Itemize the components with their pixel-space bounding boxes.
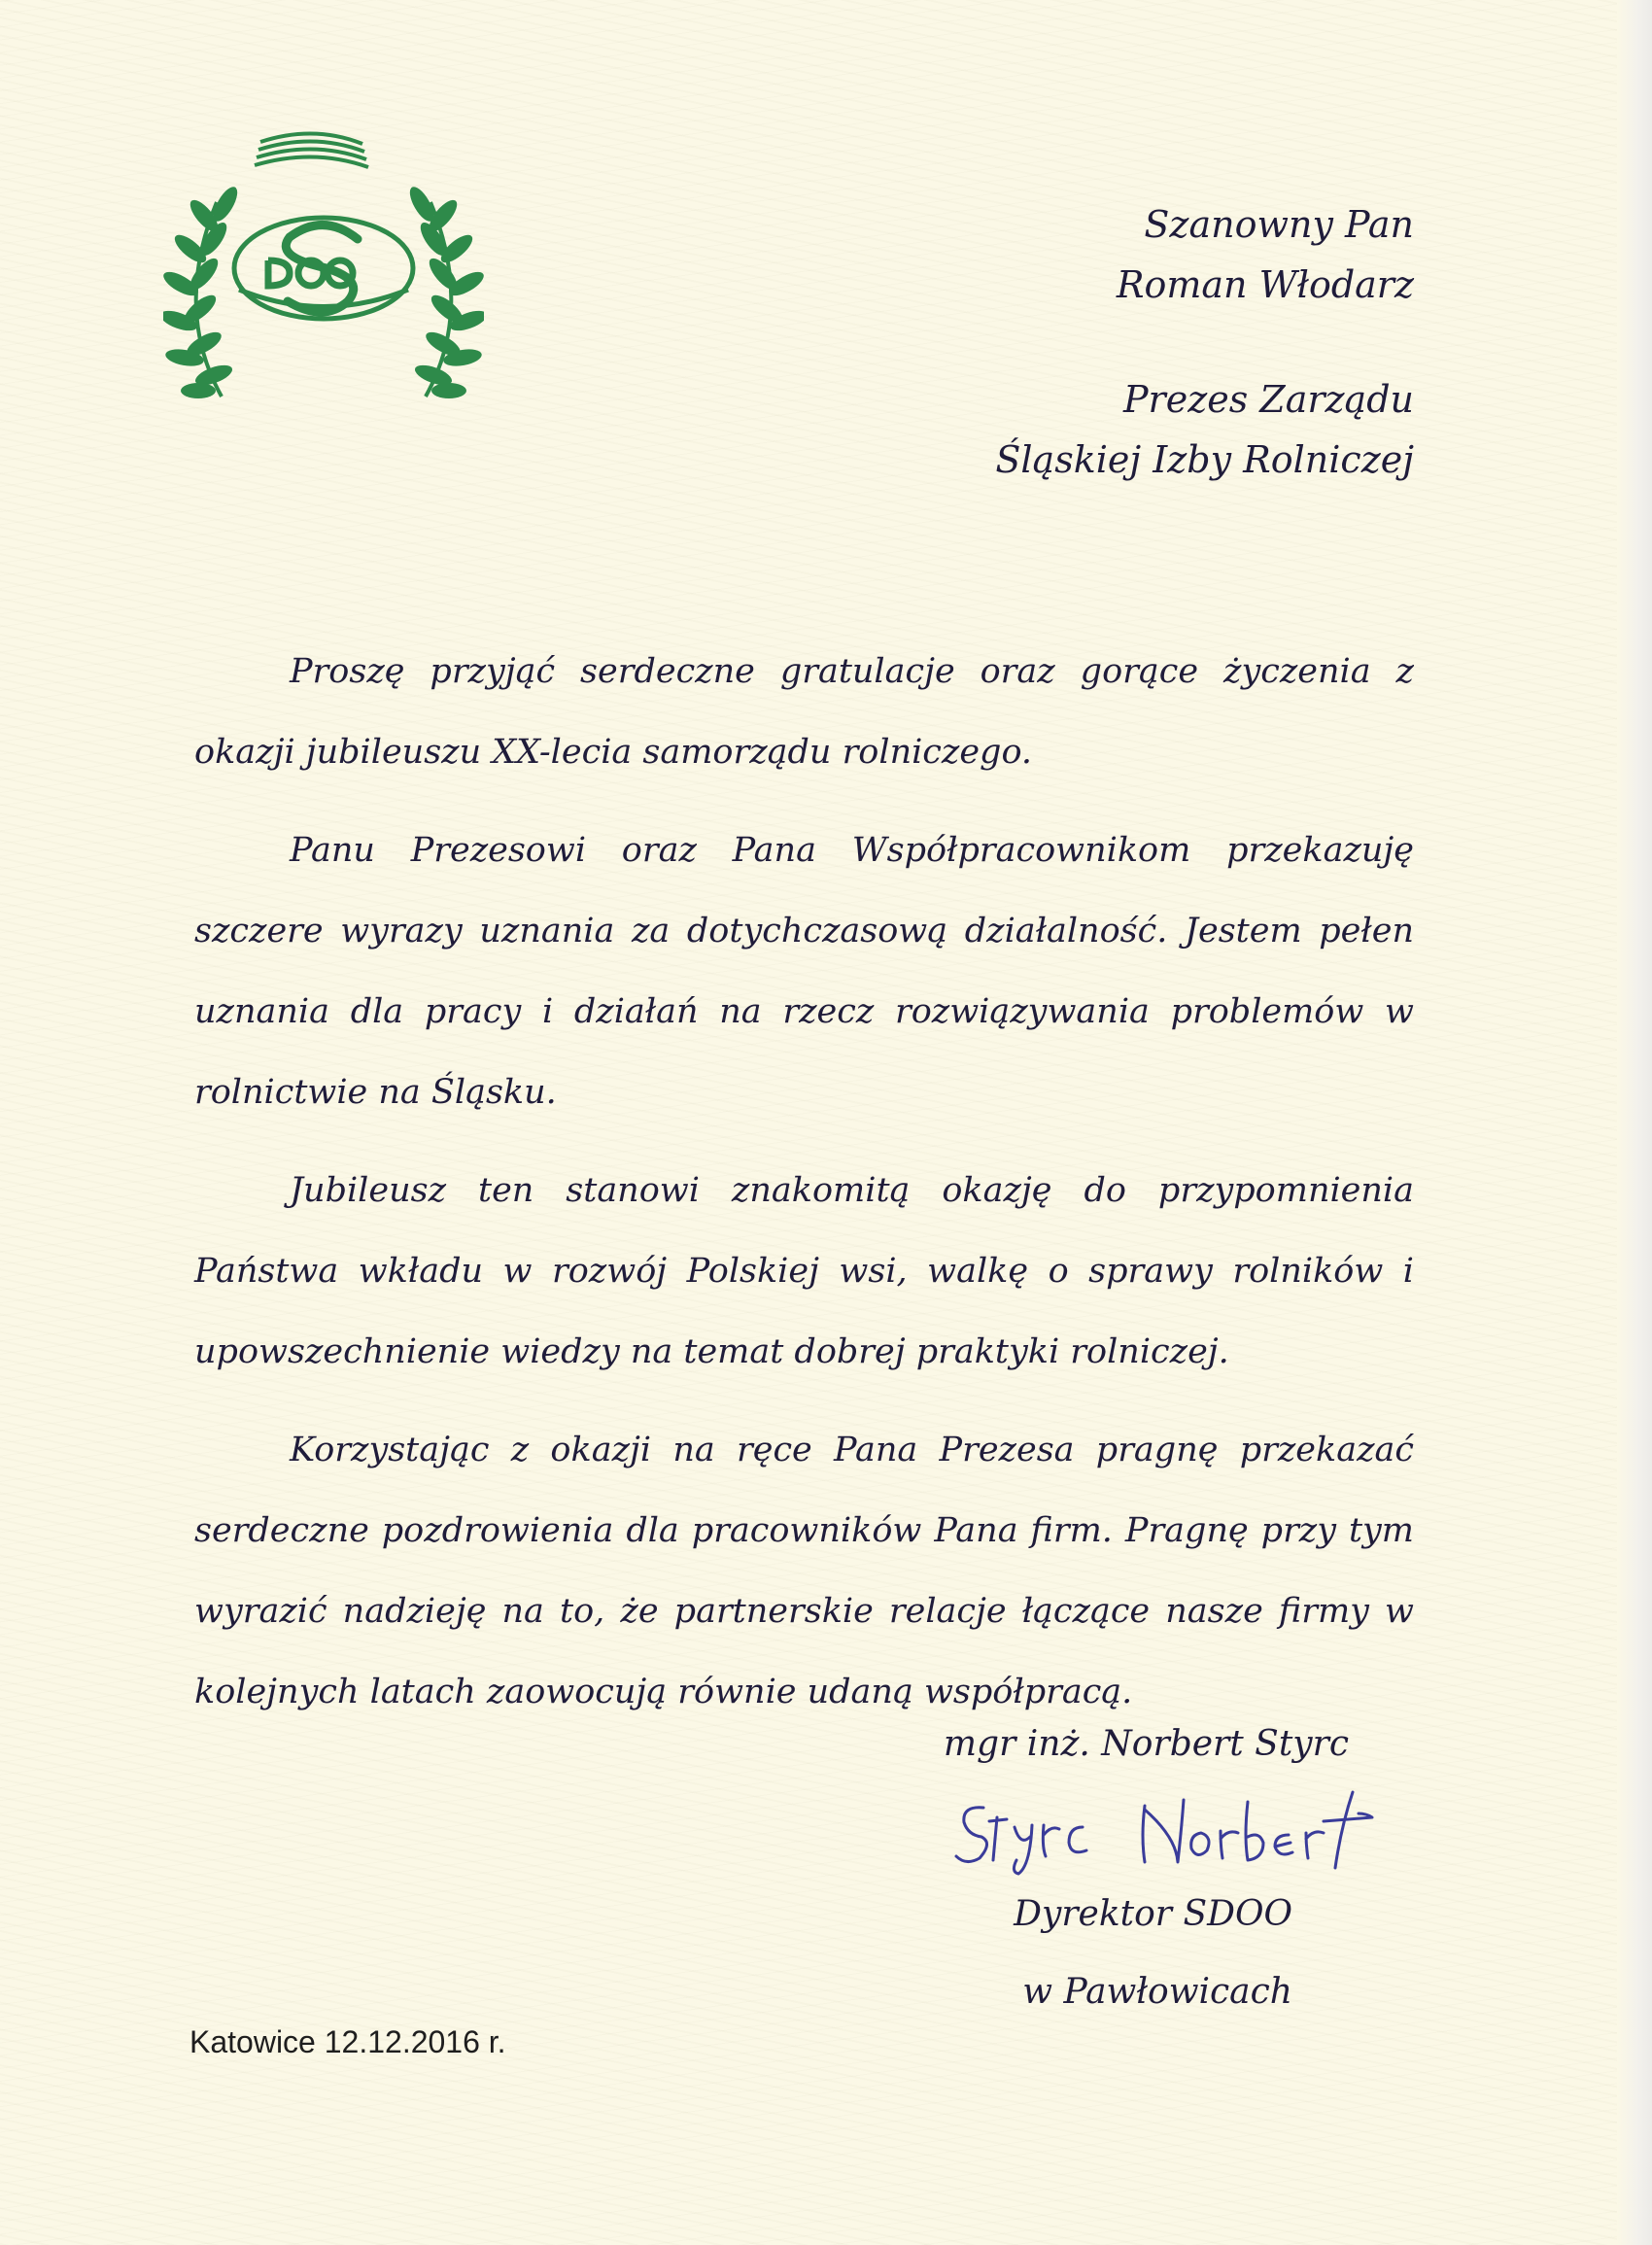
recipient-organization: Śląskiej Izby Rolniczej: [995, 438, 1414, 481]
paragraph: Proszę przyjąć serdeczne gratulacje oraz gorące życzenia z okazji jubileuszu XX-lecia samorządu rolniczego.: [194, 652, 1414, 772]
recipient-position: Prezes Zarządu: [1122, 378, 1414, 421]
paragraph: Jubileusz ten stanowi znakomitą okazję do przypomnienia Państwa wkładu w rozwój Polskiej wsi, walkę o sprawy rolników i upowszechnienie wiedzy na temat dobrej praktyki rolniczej.: [194, 1171, 1414, 1371]
signatory-title-line2: w Pawłowicach: [1022, 1972, 1292, 2012]
sdoo-logo: [163, 115, 484, 426]
signatory-title: [1014, 1876, 1292, 2031]
recipient-position-block: [995, 369, 1414, 490]
letter-body: [194, 632, 1414, 1750]
signatory-title-line1: Dyrektor SDOO: [1014, 1894, 1292, 1934]
recipient-salutation: Szanowny Pan: [1144, 203, 1414, 246]
recipient-name: Roman Włodarz: [1116, 263, 1414, 306]
place-date-line: Katowice 12.12.2016 r.: [189, 2024, 506, 2059]
paragraph: Panu Prezesowi oraz Pana Współpracownikom przekazuję szczere wyrazy uznania za dotychczasową działalność. Jestem pełen uznania dla pracy i działań na rzecz rozwiązywania problemów w rolnictwie na Śląsku.: [194, 831, 1414, 1112]
handwritten-signature: [933, 1779, 1380, 1876]
page-edge: [1617, 0, 1652, 2245]
recipient-block: [1117, 194, 1414, 315]
paragraph: Korzystając z okazji na ręce Pana Prezesa pragnę przekazać serdeczne pozdrowienia dla pracowników Pana firm. Pragnę przy tym wyrazić nadzieję na to, że partnerskie relacje łączące nasze firmy w kolejnych latach zaowocują równie udaną współpracą.: [194, 1431, 1414, 1711]
signatory-name: mgr inż. Norbert Styrc: [943, 1724, 1349, 1764]
